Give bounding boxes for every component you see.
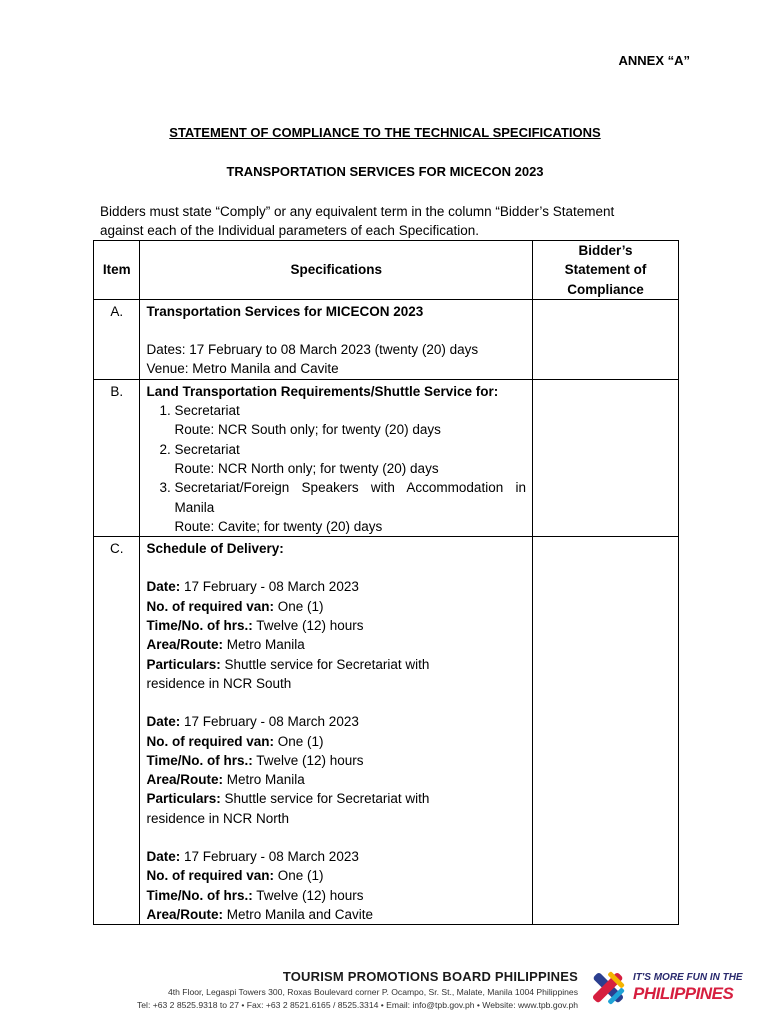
- row-c-heading: Schedule of Delivery:: [146, 541, 284, 557]
- row-c-specification: [140, 537, 533, 925]
- woven-x-icon: [586, 966, 630, 1010]
- row-a-venue: Venue: Metro Manila and Cavite: [146, 361, 339, 377]
- list-item: 2. Secretariat Route: NCR North only; for twenty (20) days: [174, 440, 526, 479]
- delivery-block: Date: 17 February - 08 March 2023 No. of required van: One (1) Time/No. of hrs.: Twelve (12) hours Area/Route: Metro Manila Particulars: Shuttle service for Secretariat with residence in NCR South: [146, 579, 430, 691]
- compliance-table: [93, 240, 679, 925]
- row-b-specification: [140, 379, 533, 536]
- row-b-heading: Land Transportation Requirements/Shuttle Service for:: [146, 383, 499, 399]
- specifications-column-header: Specifications: [140, 241, 533, 300]
- table-row: [94, 379, 679, 536]
- row-item-label: B.: [94, 379, 140, 536]
- statement-header-line-1: Bidder’s: [578, 243, 633, 258]
- row-item-label: C.: [94, 537, 140, 925]
- table-row: [94, 537, 679, 925]
- document-title: STATEMENT OF COMPLIANCE TO THE TECHNICAL SPECIFICATIONS: [169, 125, 601, 140]
- delivery-block: Date: 17 February - 08 March 2023 No. of required van: One (1) Time/No. of hrs.: Twelve (12) hours Area/Route: Metro Manila Particulars: Shuttle service for Secretariat with residence in NCR North: [146, 714, 430, 826]
- footer-contact: Tel: +63 2 8525.9318 to 27 • Fax: +63 2 8521.6165 / 8525.3314 • Email: info@tpb.gov.ph • Website: www.tpb.gov.ph: [136, 1000, 578, 1010]
- statement-header-line-2: Statement of: [564, 262, 647, 278]
- row-item-label: A.: [94, 299, 140, 379]
- logo-wordmark: PHILIPPINES: [633, 984, 734, 1003]
- annex-label: ANNEX “A”: [618, 53, 690, 68]
- footer-organization: TOURISM PROMOTIONS BOARD PHILIPPINES: [282, 969, 578, 984]
- statement-header-line-3: Compliance: [567, 281, 644, 297]
- compliance-cell[interactable]: [533, 379, 679, 536]
- row-a-specification: [140, 299, 533, 379]
- row-a-heading: Transportation Services for MICECON 2023: [146, 303, 424, 319]
- logo-tagline: IT'S MORE FUN IN THE: [633, 972, 743, 983]
- delivery-block: Date: 17 February - 08 March 2023 No. of required van: One (1) Time/No. of hrs.: Twelve (12) hours Area/Route: Metro Manila and Cavite: [146, 849, 374, 922]
- tourism-logo: [586, 966, 746, 1012]
- table-header-row: [94, 241, 679, 300]
- requirements-list: [146, 401, 526, 536]
- instructions-paragraph: Bidders must state “Comply” or any equivalent term in the column “Bidder’s Statement against each of the Individual parameters of each Specification.: [100, 204, 615, 238]
- statement-column-header: [533, 241, 679, 300]
- document-subtitle: TRANSPORTATION SERVICES FOR MICECON 2023: [226, 164, 544, 179]
- row-a-dates: Dates: 17 February to 08 March 2023 (twenty (20) days: [146, 342, 479, 358]
- item-column-header: Item: [94, 241, 140, 300]
- compliance-cell[interactable]: [533, 299, 679, 379]
- list-item: 3. Secretariat/Foreign Speakers with Accommodation in Manila Route: Cavite; for twenty (20) days: [174, 478, 526, 536]
- footer-address: 4th Floor, Legaspi Towers 300, Roxas Boulevard corner P. Ocampo, Sr. St., Malate, Manila 1004 Philippines: [167, 987, 578, 997]
- list-item: 1. Secretariat Route: NCR South only; for twenty (20) days: [174, 401, 526, 440]
- table-row: [94, 299, 679, 379]
- compliance-cell[interactable]: [533, 537, 679, 925]
